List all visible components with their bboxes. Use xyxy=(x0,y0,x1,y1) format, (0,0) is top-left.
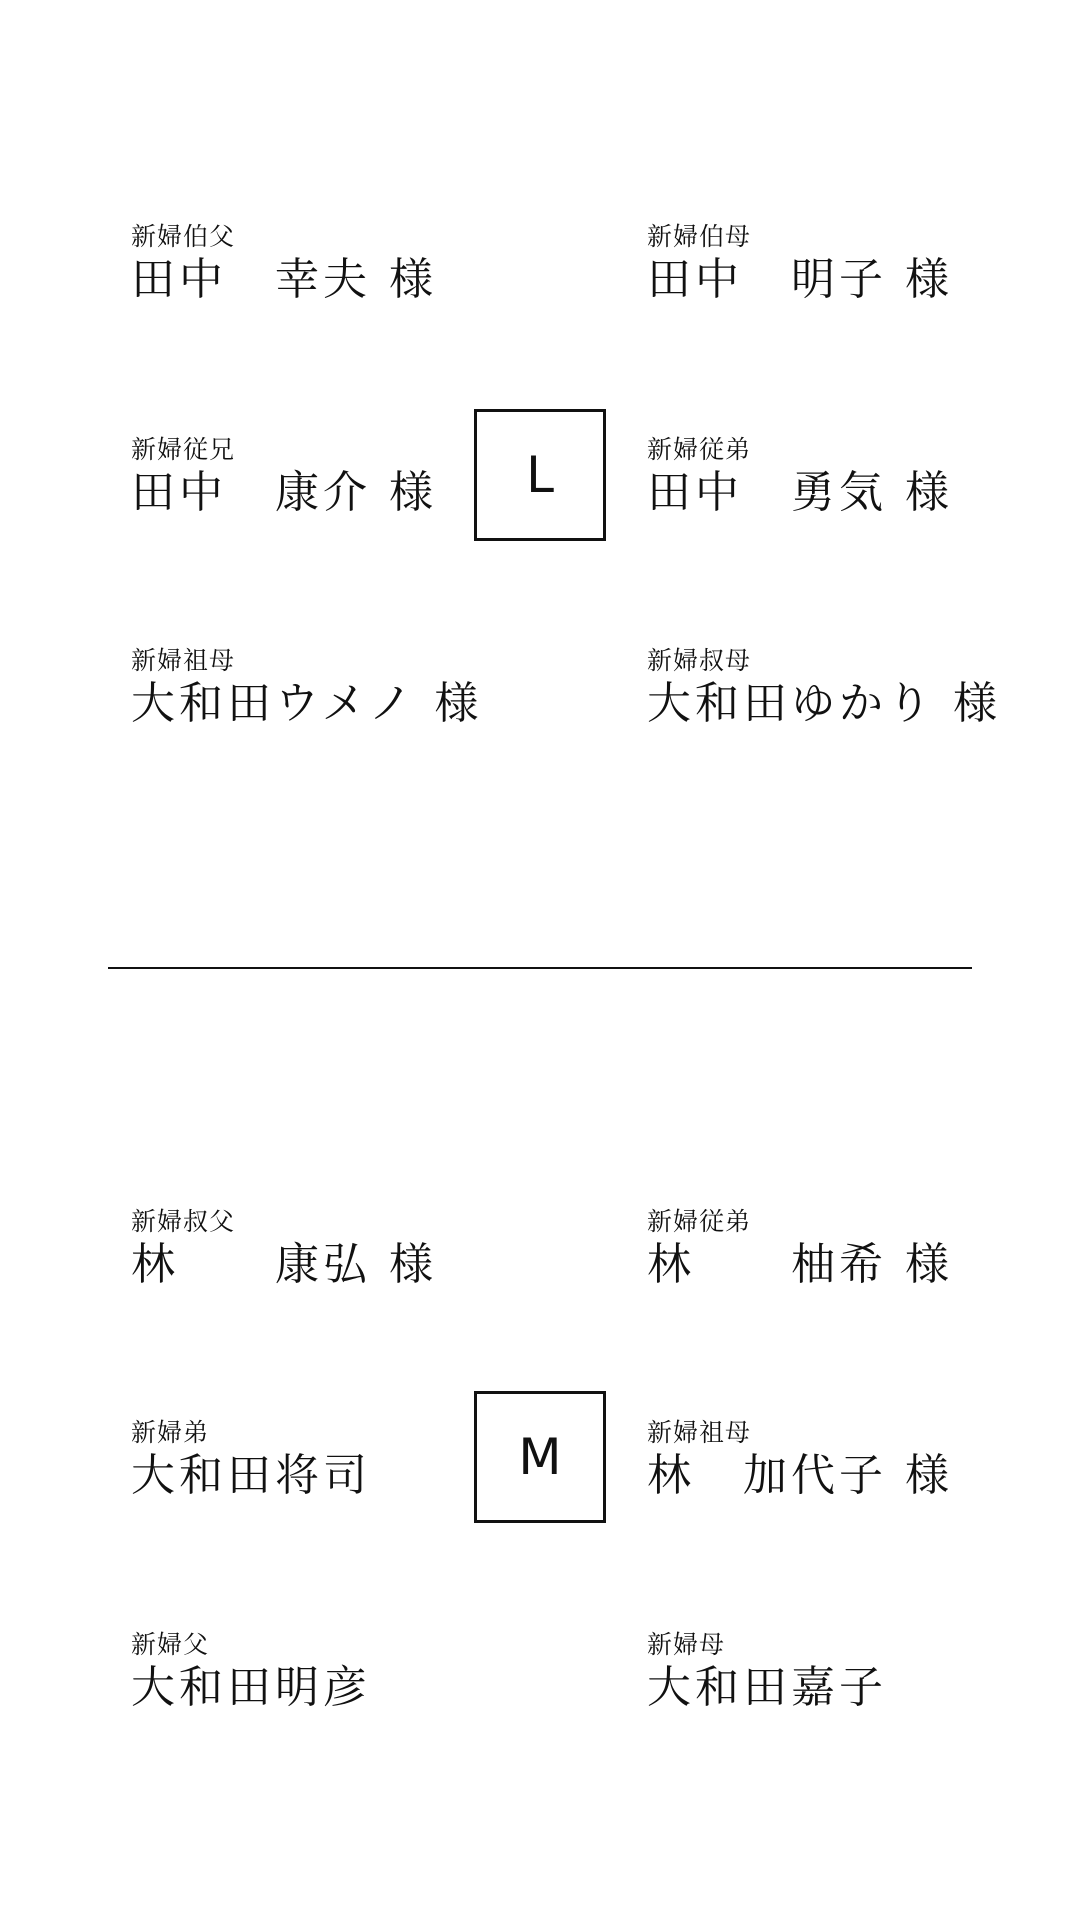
table-marker: M xyxy=(474,1391,606,1523)
guest-name: 林 康弘 様 xyxy=(131,1239,437,1290)
guest-card xyxy=(647,435,987,521)
guest-card xyxy=(647,1630,987,1716)
guest-card xyxy=(647,646,1001,732)
guest-role: 新婦祖母 xyxy=(131,646,236,675)
guest-role: 新婦伯母 xyxy=(647,222,752,251)
guest-card xyxy=(131,435,471,521)
guest-name: 田中 幸夫 様 xyxy=(131,254,437,305)
guest-role: 新婦従弟 xyxy=(647,1207,752,1236)
guest-name: 大和田ゆかり 様 xyxy=(647,678,1001,729)
guest-card xyxy=(131,1630,471,1716)
guest-card xyxy=(647,222,987,308)
guest-name: 田中 康介 様 xyxy=(131,467,437,518)
guest-name: 大和田将司 xyxy=(131,1450,371,1501)
guest-card xyxy=(131,1418,471,1504)
guest-role: 新婦叔母 xyxy=(647,646,752,675)
guest-name: 田中 勇気 様 xyxy=(647,467,953,518)
guest-role: 新婦父 xyxy=(131,1630,210,1659)
guest-role: 新婦弟 xyxy=(131,1418,210,1447)
guest-name: 大和田嘉子 xyxy=(647,1662,887,1713)
guest-role: 新婦従兄 xyxy=(131,435,236,464)
guest-role: 新婦祖母 xyxy=(647,1418,752,1447)
guest-card xyxy=(131,1207,471,1293)
guest-name: 林 柚希 様 xyxy=(647,1239,953,1290)
guest-card xyxy=(131,646,483,732)
guest-card xyxy=(647,1207,987,1293)
guest-name: 大和田明彦 xyxy=(131,1662,371,1713)
guest-role: 新婦従弟 xyxy=(647,435,752,464)
guest-role: 新婦母 xyxy=(647,1630,726,1659)
section-divider xyxy=(108,967,972,969)
guest-role: 新婦伯父 xyxy=(131,222,236,251)
guest-name: 林 加代子 様 xyxy=(647,1450,953,1501)
guest-card xyxy=(131,222,471,308)
guest-name: 大和田ウメノ 様 xyxy=(131,678,483,729)
guest-card xyxy=(647,1418,987,1504)
table-marker: L xyxy=(474,409,606,541)
guest-name: 田中 明子 様 xyxy=(647,254,953,305)
guest-role: 新婦叔父 xyxy=(131,1207,236,1236)
